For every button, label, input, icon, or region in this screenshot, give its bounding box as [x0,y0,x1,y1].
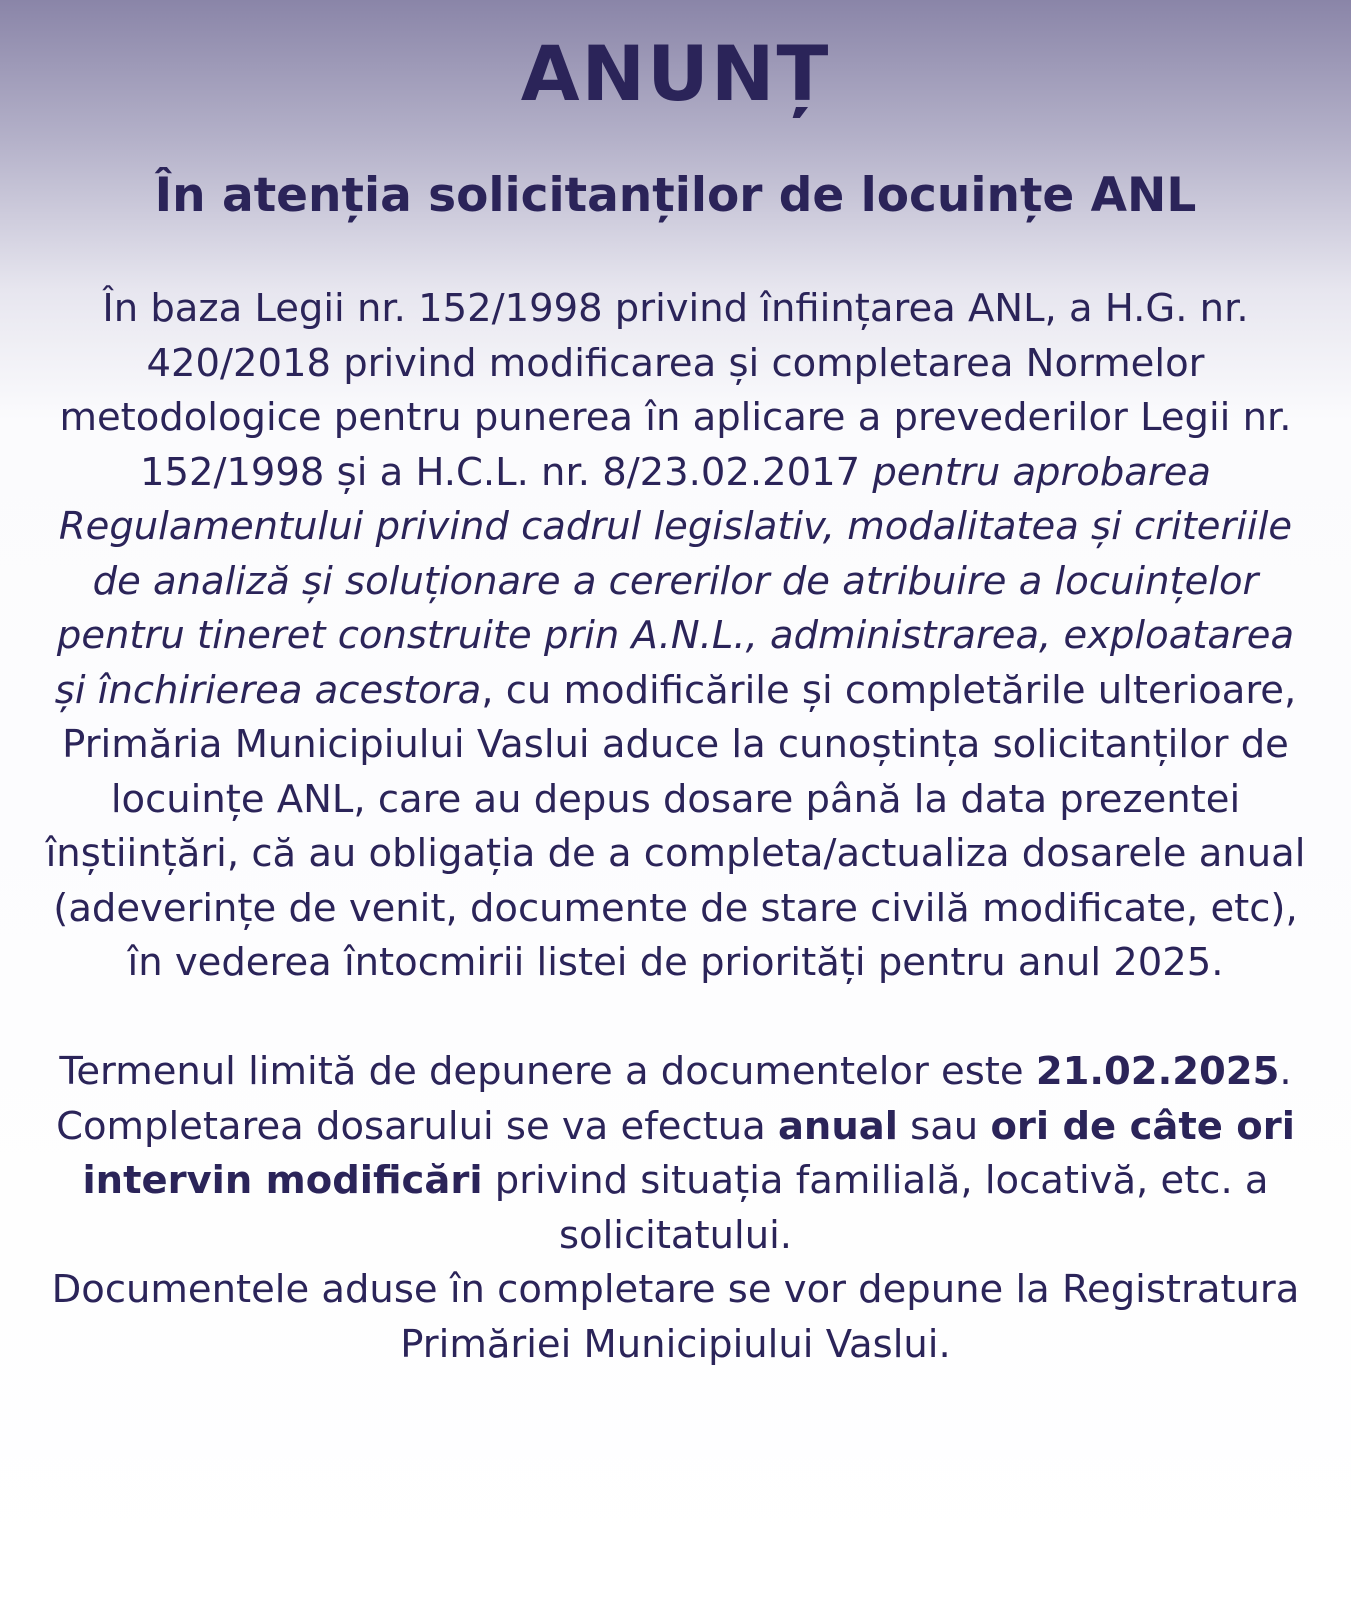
completion-text-middle: sau [897,1103,991,1149]
completion-text-before: Completarea dosarului se va efectua [56,1103,778,1149]
legal-basis-intro: În baza Legii nr. 152/1998 privind înființarea ANL, a H.G. nr. 420/2018 privind modificarea și completarea Normelor metodologice pentru punerea în aplicare a prevederilor Legii nr. 152/1998 și a H.C.L. nr. 8/23.02.2017 [59,286,1292,495]
announcement-body [42,282,1309,1372]
completion-anual: anual [777,1103,898,1149]
completion-paragraph [42,1100,1309,1264]
legal-basis-rest: , cu modificările și completările ulterioare, Primăria Municipiului Vaslui aduce la cunoștința solicitanților de locuințe ANL, care au depus dosare până la data prezentei înștiințări, că au obligația de a completa/actualiza dosarele anual (adeverințe de venit, documente de stare civilă modificate, etc), în vederea întocmirii listei de priorități pentru anul 2025. [45,667,1306,985]
submission-paragraph: Documentele aduse în completare se vor depune la Registratura Primăriei Municipiului Vaslui. [51,1267,1300,1367]
legal-basis-paragraph [42,282,1309,991]
deadline-paragraph [42,1045,1309,1100]
announcement-subtitle: În atenția solicitanților de locuințe ANL [154,168,1197,223]
regulation-title: pentru aprobarea Regulamentului privind cadrul legislativ, modalitatea și criteriile de analiză și soluționare a cererilor de atribuire a locuințelor pentru tineret construite prin A.N.L., administrarea, exploatarea și închirierea acestora [54,449,1295,713]
completion-text-after: privind situația familială, locativă, etc. a solicitatului. [482,1158,1269,1258]
completion-modificari: ori de câte ori intervin modificări [82,1103,1295,1203]
deadline-period: . [1279,1049,1292,1094]
deadline-date: 21.02.2025 [1035,1049,1280,1094]
deadline-text: Termenul limită de depunere a documentelor este [59,1049,1036,1094]
announcement-title: ANUNȚ [520,29,831,118]
paragraph-spacer [42,991,1309,1046]
